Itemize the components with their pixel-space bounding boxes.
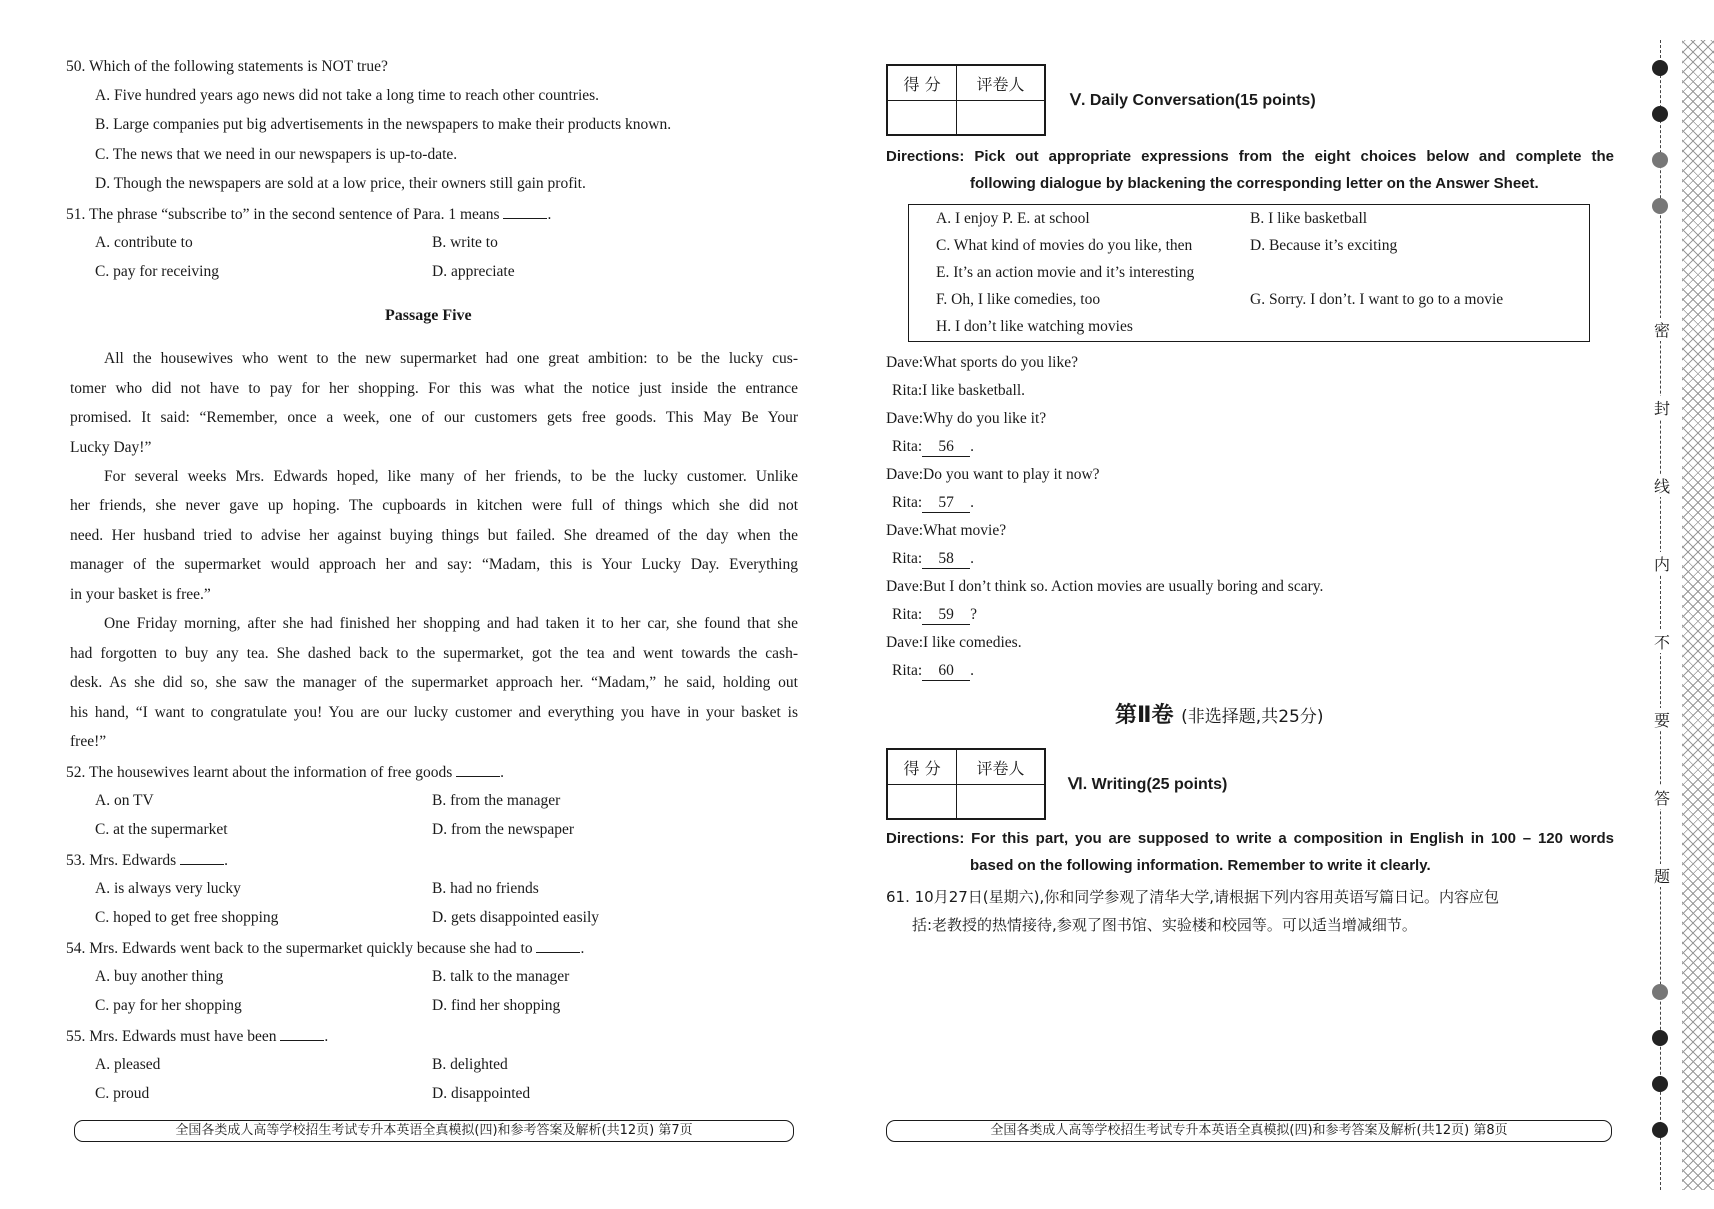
utterance: Why do you like it? xyxy=(923,410,1047,427)
q55-option-d: D. disappointed xyxy=(432,1085,531,1102)
grader-cell xyxy=(957,785,1045,819)
directions6-line2: based on the following information. Remember to write it clearly. xyxy=(970,857,1431,874)
dialogue-line xyxy=(892,662,974,681)
q53-option-c: C. hoped to get free shopping xyxy=(95,909,279,926)
seal-char: 线 xyxy=(1654,474,1670,497)
q55-stem-text: 55. Mrs. Edwards must have been xyxy=(66,1028,277,1045)
part2-label: 第Ⅱ卷 xyxy=(1115,703,1174,728)
binding-hole-icon xyxy=(1652,1076,1668,1092)
answer-blank-58: 58 xyxy=(922,550,970,569)
q55-option-c: C. proud xyxy=(95,1085,150,1102)
binding-hole-icon xyxy=(1652,1030,1668,1046)
q51-option-d: D. appreciate xyxy=(432,263,515,280)
dialogue-line xyxy=(892,382,1025,400)
binding-hole-icon xyxy=(1652,152,1668,168)
utterance: I like basketball. xyxy=(922,382,1026,399)
dialogue-line xyxy=(886,410,1046,428)
dialogue-line xyxy=(892,494,974,513)
q54-stem: 54. Mrs. Edwards went back to the supermarket quickly because she had to . xyxy=(66,940,585,957)
passage-line: his hand, “I want to congratulate you! You are our lucky customer and everything you have in your basket is xyxy=(70,704,798,721)
passage-line: had forgotten to buy any tea. She dashed back to the supermarket, got the tea and went towards the cash- xyxy=(70,645,798,662)
speaker: Dave: xyxy=(886,522,924,539)
passage-line: in your basket is free.” xyxy=(70,586,211,603)
q55-option-a: A. pleased xyxy=(95,1056,161,1073)
speaker: Rita: xyxy=(892,438,923,455)
q50-option-a: A. Five hundred years ago news did not take a long time to reach other countries. xyxy=(95,87,600,104)
q53-option-d: D. gets disappointed easily xyxy=(432,909,600,926)
hatch-pattern xyxy=(1682,40,1714,1190)
part2-title xyxy=(1115,698,1323,729)
binding-hole-icon xyxy=(1652,60,1668,76)
choice-a: A. I enjoy P. E. at school xyxy=(936,210,1090,227)
speaker: Dave: xyxy=(886,354,924,371)
directions5-line2: following dialogue by blackening the corresponding letter on the Answer Sheet. xyxy=(970,175,1539,192)
utterance: I like comedies. xyxy=(923,634,1022,651)
punctuation: . xyxy=(970,550,975,567)
score-label: 得 分 xyxy=(888,66,957,101)
punctuation: . xyxy=(970,662,975,679)
utterance: But I don’t think so. Action movies are usually boring and scary. xyxy=(923,578,1324,595)
directions5-line1: Directions: Pick out appropriate expressions from the eight choices below and complete the xyxy=(886,148,1614,165)
speaker: Dave: xyxy=(886,410,924,427)
dialogue-line xyxy=(886,354,1078,372)
punctuation: . xyxy=(970,494,975,511)
speaker: Dave: xyxy=(886,578,924,595)
page-footer-7: 全国各类成人高等学校招生考试专升本英语全真模拟(四)和参考答案及解析(共12页) 第7页 xyxy=(74,1120,794,1142)
choice-b: B. I like basketball xyxy=(1250,210,1368,227)
q54-option-b: B. talk to the manager xyxy=(432,968,570,985)
passage-line: One Friday morning, after she had finished her shopping and had taken it to her car, she found that she xyxy=(104,615,798,632)
binding-hole-icon xyxy=(1652,1122,1668,1138)
q52-stem: 52. The housewives learnt about the information of free goods . xyxy=(66,764,505,781)
utterance: What sports do you like? xyxy=(923,354,1078,371)
passage-line: All the housewives who went to the new supermarket had one great ambition: to be the lucky cus- xyxy=(104,350,798,367)
part2-subtitle: (非选择题,共25分) xyxy=(1181,707,1324,727)
passage-line: Lucky Day!” xyxy=(70,439,152,456)
grader-cell xyxy=(957,101,1045,135)
q55-stem: 55. Mrs. Edwards must have been . xyxy=(66,1028,329,1045)
dialogue-line xyxy=(886,466,1100,484)
q50-option-d: D. Though the newspapers are sold at a low price, their owners still gain profit. xyxy=(95,175,586,192)
q51-option-c: C. pay for receiving xyxy=(95,263,219,280)
dialogue-line xyxy=(886,578,1323,596)
q53-stem: 53. Mrs. Edwards . xyxy=(66,852,228,869)
seal-char: 封 xyxy=(1654,396,1670,419)
speaker: Dave: xyxy=(886,466,924,483)
choice-d: D. Because it’s exciting xyxy=(1250,237,1398,254)
answer-blank xyxy=(180,850,224,865)
q52-stem-text: 52. The housewives learnt about the information of free goods xyxy=(66,764,453,781)
passage-line: promised. It said: “Remember, once a week, one of our customers gets free goods. This May Be Your xyxy=(70,409,798,426)
choice-g: G. Sorry. I don’t. I want to go to a movie xyxy=(1250,291,1504,308)
binding-hole-icon xyxy=(1652,106,1668,122)
score-cell xyxy=(888,101,957,135)
score-box-section5 xyxy=(886,64,1046,136)
grader-label: 评卷人 xyxy=(957,750,1045,785)
q50-stem: 50. Which of the following statements is NOT true? xyxy=(66,58,388,75)
utterance: Do you want to play it now? xyxy=(923,466,1100,483)
speaker: Dave: xyxy=(886,634,924,651)
q61-line1: 61. 10月27日(星期六),你和同学参观了清华大学,请根据下列内容用英语写篇日记。内容应包 xyxy=(886,888,1500,906)
score-cell xyxy=(888,785,957,819)
passage-line: manager of the supermarket would approach her and say: “Madam, this is Your Lucky Day. Everything xyxy=(70,556,798,573)
punctuation: . xyxy=(970,438,975,455)
answer-blank xyxy=(280,1026,324,1041)
answer-blank-60: 60 xyxy=(922,662,970,681)
utterance: What movie? xyxy=(923,522,1007,539)
passage-line: free!” xyxy=(70,733,107,750)
directions6-line1: Directions: For this part, you are supposed to write a composition in English in 100 – 120 words xyxy=(886,830,1614,847)
q53-option-a: A. is always very lucky xyxy=(95,880,241,897)
answer-blank-56: 56 xyxy=(922,438,970,457)
answer-blank xyxy=(536,938,580,953)
q54-stem-text: 54. Mrs. Edwards went back to the supermarket quickly because she had to xyxy=(66,940,533,957)
dialogue-line xyxy=(886,522,1006,540)
choice-h: H. I don’t like watching movies xyxy=(936,318,1133,335)
page-footer-8: 全国各类成人高等学校招生考试专升本英语全真模拟(四)和参考答案及解析(共12页) 第8页 xyxy=(886,1120,1612,1142)
q54-option-d: D. find her shopping xyxy=(432,997,561,1014)
q61-line2: 括:老教授的热情接待,参观了图书馆、实验楼和校园等。可以适当增减细节。 xyxy=(912,916,1417,934)
dialogue-line xyxy=(892,438,974,457)
speaker: Rita: xyxy=(892,662,923,679)
answer-blank xyxy=(456,762,500,777)
q50-option-c: C. The news that we need in our newspapers is up-to-date. xyxy=(95,146,458,163)
q54-option-a: A. buy another thing xyxy=(95,968,224,985)
seal-char: 不 xyxy=(1654,630,1670,653)
passage-line: need. Her husband tried to advise her against buying things but failed. She dreamed of the day when the xyxy=(70,527,798,544)
choice-f: F. Oh, I like comedies, too xyxy=(936,291,1101,308)
q52-option-b: B. from the manager xyxy=(432,792,561,809)
score-box-section6 xyxy=(886,748,1046,820)
speaker: Rita: xyxy=(892,550,923,567)
q53-stem-text: 53. Mrs. Edwards xyxy=(66,852,177,869)
binding-hole-icon xyxy=(1652,984,1668,1000)
grader-label: 评卷人 xyxy=(957,66,1045,101)
seal-char: 内 xyxy=(1654,552,1670,575)
dialogue-line xyxy=(886,634,1022,652)
section5-title: Ⅴ. Daily Conversation(15 points) xyxy=(1070,92,1316,109)
score-label: 得 分 xyxy=(888,750,957,785)
seal-char: 要 xyxy=(1654,708,1670,731)
q51-stem-text: 51. The phrase “subscribe to” in the second sentence of Para. 1 means xyxy=(66,206,500,223)
q51-stem: 51. The phrase “subscribe to” in the second sentence of Para. 1 means . xyxy=(66,206,552,223)
seal-char: 答 xyxy=(1654,786,1670,809)
speaker: Rita: xyxy=(892,494,923,511)
section6-title: Ⅵ. Writing(25 points) xyxy=(1068,776,1228,793)
choice-c: C. What kind of movies do you like, then xyxy=(936,237,1193,254)
answer-blank xyxy=(503,204,547,219)
passage-line: For several weeks Mrs. Edwards hoped, like many of her friends, to be the lucky customer. Unlike xyxy=(104,468,798,485)
left-page xyxy=(0,0,830,1209)
q52-option-a: A. on TV xyxy=(95,792,154,809)
q55-option-b: B. delighted xyxy=(432,1056,508,1073)
passage-line: desk. As she did so, she saw the manager of the supermarket approach her. “Madam,” he said, holding out xyxy=(70,674,798,691)
q51-option-a: A. contribute to xyxy=(95,234,193,251)
q50-option-b: B. Large companies put big advertisements in the newspapers to make their products known. xyxy=(95,116,672,133)
q52-option-d: D. from the newspaper xyxy=(432,821,575,838)
q51-option-b: B. write to xyxy=(432,234,498,251)
answer-blank-59: 59 xyxy=(922,606,970,625)
q53-option-b: B. had no friends xyxy=(432,880,539,897)
passage-line: her friends, she never gave up hoping. The cupboards in kitchen were full of things which she did not xyxy=(70,497,798,514)
passage-title: Passage Five xyxy=(385,307,472,324)
speaker: Rita: xyxy=(892,382,923,399)
choice-e: E. It’s an action movie and it’s interesting xyxy=(936,264,1195,281)
binding-hole-icon xyxy=(1652,198,1668,214)
q52-option-c: C. at the supermarket xyxy=(95,821,228,838)
dialogue-line xyxy=(892,606,977,625)
punctuation: ? xyxy=(970,606,978,623)
seal-char: 题 xyxy=(1654,864,1670,887)
answer-blank-57: 57 xyxy=(922,494,970,513)
passage-line: tomer who did not have to pay for her shopping. For this was what the notice just inside the entrance xyxy=(70,380,798,397)
binding-strip xyxy=(1648,40,1714,1190)
speaker: Rita: xyxy=(892,606,923,623)
dialogue-line xyxy=(892,550,974,569)
q54-option-c: C. pay for her shopping xyxy=(95,997,242,1014)
seal-char: 密 xyxy=(1654,318,1670,341)
